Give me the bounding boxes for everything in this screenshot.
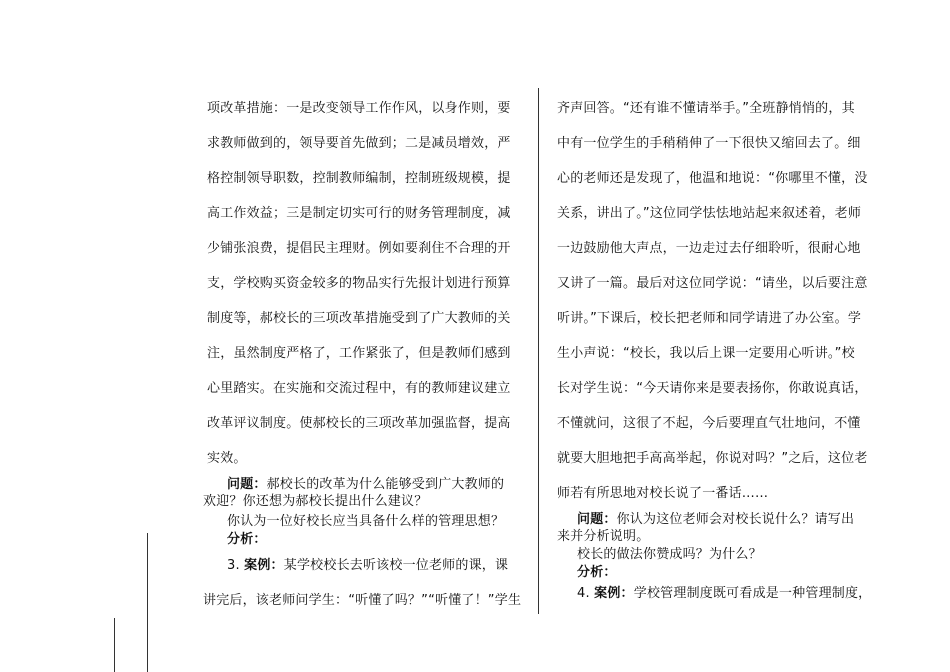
case-text: 某学校校长去听该校一位老师的课，课 — [283, 558, 509, 573]
question-text: 郝校长的改革为什么能够受到广大教师的 — [266, 477, 505, 492]
question-line: 你认为一位好校长应当具备什么样的管理思想？ — [227, 514, 505, 529]
body-line: 心里踏实。在实施和交流过程中，有的教师建议建立 — [207, 381, 511, 396]
body-line: 少铺张浪费，提倡民主理财。例如要刹住不合理的开 — [207, 241, 511, 256]
body-line: 制度等，郝校长的三项改革措施受到了广大教师的关 — [207, 311, 511, 326]
body-line: 求教师做到的，领导要首先做到；二是减员增效，严 — [207, 136, 511, 151]
question-line: 校长的做法你赞成吗？为什么？ — [577, 547, 762, 562]
case-number: 3. — [227, 558, 240, 573]
body-line: 就要大胆地把手高高举起，你说对吗？”之后，这位老 — [557, 451, 868, 466]
case-text-line: 讲完后，该老师问学生：“听懂了吗？”“听懂了！”学生 — [203, 593, 522, 608]
body-line: 中有一位学生的手稍稍伸了一下很快又缩回去了。细 — [557, 136, 861, 151]
case-number: 4. — [577, 586, 590, 601]
body-line: 高工作效益；三是制定切实可行的财务管理制度，减 — [207, 206, 511, 221]
question-label: 问题： — [227, 477, 267, 492]
analysis-label: 分析： — [577, 565, 617, 580]
question-line: 来并分析说明。 — [557, 529, 650, 544]
body-line: 一边鼓励他大声点，一边走过去仔细聆听，很耐心地 — [557, 241, 861, 256]
case-label: 案例： — [594, 586, 634, 601]
case-heading-line — [227, 554, 508, 573]
case-label: 案例： — [244, 558, 284, 573]
body-line: 师若有所思地对校长说了一番话…… — [557, 486, 769, 501]
case-text: 学校管理制度既可看成是一种管理制度， — [633, 586, 872, 601]
body-line: 听讲。”下课后，校长把老师和同学请进了办公室。学 — [557, 311, 862, 326]
body-line: 齐声回答。“还有谁不懂请举手。”全班静悄悄的，其 — [557, 101, 855, 116]
body-line: 关系，讲出了。”这位同学怯怯地站起来叙述着，老师 — [557, 206, 862, 221]
question-line: 欢迎？你还想为郝校长提出什么建议？ — [203, 494, 428, 509]
question-label: 问题： — [577, 512, 617, 527]
body-line: 格控制领导职数，控制教师编制，控制班级规模，提 — [207, 171, 511, 186]
margin-rule-left — [147, 533, 148, 672]
margin-rule-far-left — [114, 618, 115, 672]
question-text: 你认为这位老师会对校长说什么？请写出 — [616, 512, 855, 527]
analysis-label: 分析： — [227, 532, 267, 547]
body-line: 生小声说：“校长，我以后上课一定要用心听讲。”校 — [557, 346, 855, 361]
body-line: 实效。 — [207, 451, 247, 466]
body-line: 不懂就问，这很了不起，今后要理直气壮地问，不懂 — [557, 416, 861, 431]
body-line: 注，虽然制度严格了，工作紧张了，但是教师们感到 — [207, 346, 511, 361]
body-line: 心的老师还是发现了，他温和地说：“你哪里不懂，没 — [557, 171, 868, 186]
body-line: 支，学校购买资金较多的物品实行先报计划进行预算 — [207, 276, 511, 291]
body-line: 改革评议制度。使郝校长的三项改革加强监督，提高 — [207, 416, 511, 431]
body-line: 项改革措施：一是改变领导工作作风，以身作则，要 — [207, 101, 511, 116]
column-divider — [538, 88, 539, 614]
body-line: 又讲了一篇。最后对这位同学说：“请坐，以后要注意 — [557, 276, 868, 291]
case-heading-line — [577, 582, 871, 601]
body-line: 长对学生说：“今天请你来是要表扬你，你敢说真话， — [557, 381, 868, 396]
